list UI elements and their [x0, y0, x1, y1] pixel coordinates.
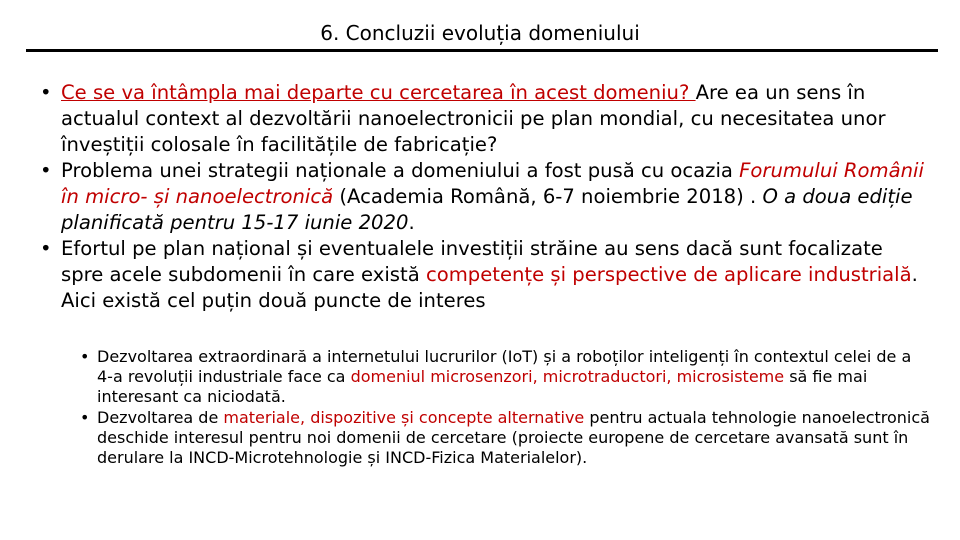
microsensors-highlight: domeniul microsenzori, microtraductori, microsisteme: [350, 367, 785, 386]
research-question: Ce se va întâmpla mai departe cu cercetarea în acest domeniu?: [61, 81, 696, 104]
academy-reference: (Academia Română, 6-7 noiembrie 2018) .: [333, 185, 763, 208]
competence-highlight: competențe și perspective de aplicare industrială: [425, 263, 912, 286]
sub-bullet-iot: [80, 347, 930, 407]
slide-title: 6. Concluzii evoluția domeniului: [320, 21, 640, 45]
title-underline: [26, 49, 938, 52]
effort-outro: . Aici există cel puțin două puncte de interes: [61, 263, 918, 312]
iot-outro: să fie mai interesant ca niciodată.: [97, 367, 868, 406]
period: .: [408, 211, 415, 234]
effort-intro: Efortul pe plan național și eventualele investiții străine au sens dacă sunt focalizate spre acele subdomenii în care există: [61, 237, 883, 286]
bullet-item-question: [40, 80, 930, 158]
forum-name: Forumului Românii în micro- și nanoelectronică: [61, 159, 924, 208]
materials-outro: pentru actuala tehnologie nanoelectronică deschide interesul pentru noi domenii de cercetare (proiecte europene de cercetare avansată sunt în derulare la INCD-Microtehnologie și INCD-Fizica Materialelor).: [97, 408, 930, 467]
strategy-intro: Problema unei strategii naționale a domeniului a fost pusă cu ocazia: [61, 159, 740, 182]
iot-intro: Dezvoltarea extraordinară a internetului lucrurilor (IoT) și a roboților inteligenți în contextul celei de a 4-a revoluții industriale face ca: [97, 347, 912, 386]
sub-bullet-list: [80, 347, 930, 469]
bullet-item-strategy: [40, 158, 930, 236]
materials-intro: Dezvoltarea de: [97, 408, 224, 427]
materials-highlight: materiale, dispozitive și concepte alternative: [223, 408, 585, 427]
question-context: Are ea un sens în actualul context al dezvoltării nanoelectronicii pe plan mondial, cu necesitatea unor înveștiții colosale în facilitățile de fabricație?: [61, 81, 886, 156]
bullet-item-effort: [40, 236, 930, 314]
next-edition: O a doua ediție planificată pentru 15-17 iunie 2020: [61, 185, 913, 234]
main-bullet-list: [40, 80, 930, 314]
sub-bullet-materials: [80, 408, 930, 468]
